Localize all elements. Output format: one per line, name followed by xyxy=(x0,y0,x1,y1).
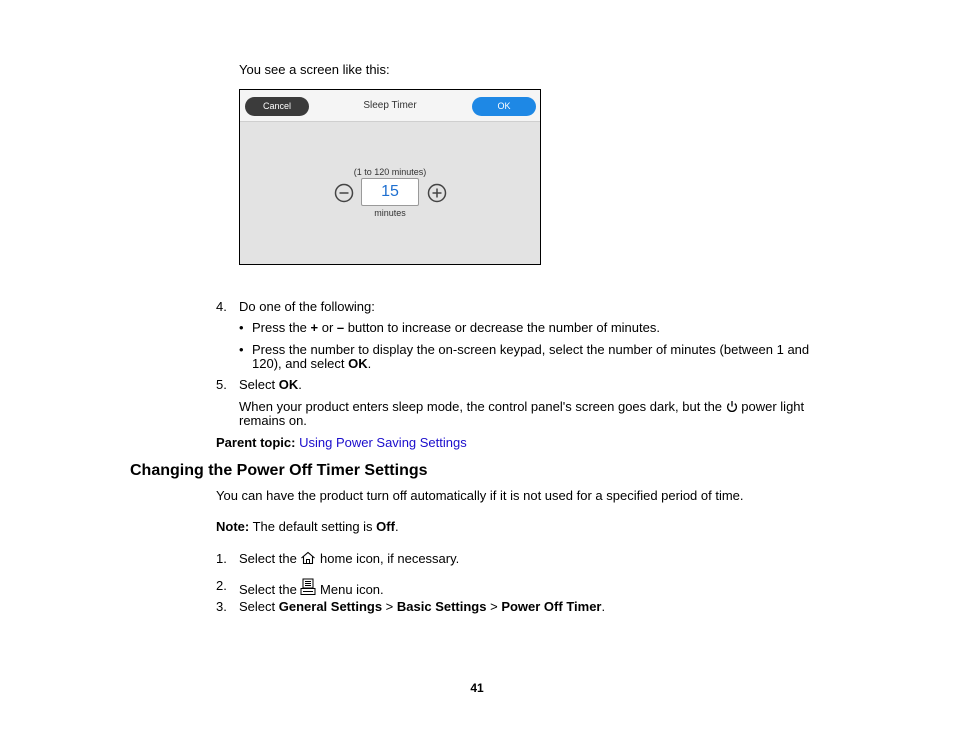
cancel-button[interactable]: Cancel xyxy=(245,97,309,116)
ok-keyword: OK xyxy=(348,356,368,371)
section-heading: Changing the Power Off Timer Settings xyxy=(130,462,428,479)
period: . xyxy=(601,599,606,614)
intro-text: You see a screen like this: xyxy=(239,62,390,77)
menu-icon xyxy=(300,578,316,596)
minutes-input[interactable]: 15 xyxy=(361,178,419,206)
note-text: The default setting is xyxy=(249,519,377,534)
period: . xyxy=(298,377,302,392)
step-1-text xyxy=(239,551,459,566)
panel-title: Sleep Timer xyxy=(363,100,417,111)
note xyxy=(216,519,399,534)
bullet-1-text: button to increase or decrease the number of minutes. xyxy=(344,320,660,335)
parent-topic xyxy=(216,435,467,450)
bullet-2-line-1: Press the number to display the on-screen keypad, select the number of minutes (between 1 and xyxy=(252,342,810,357)
page-number: 41 xyxy=(470,681,484,695)
step-2-suffix: Menu icon. xyxy=(316,582,384,597)
step-3-text xyxy=(239,599,605,614)
bullet-2-text: 120), and select xyxy=(252,356,349,371)
note-text: When your product enters sleep mode, the control panel's screen goes dark, but the xyxy=(239,399,726,414)
path-separator: > xyxy=(486,599,502,614)
power-icon xyxy=(726,400,738,413)
path-separator: > xyxy=(382,599,397,614)
step-3-prefix: Select xyxy=(239,599,279,614)
menu-path-general-settings: General Settings xyxy=(278,599,383,614)
panel-title-bar xyxy=(240,90,540,122)
note-text: power light xyxy=(737,399,805,414)
plus-key: + xyxy=(310,320,319,335)
minus-icon[interactable] xyxy=(334,183,354,203)
menu-path-basic-settings: Basic Settings xyxy=(396,599,487,614)
step-5-note-line-1 xyxy=(239,399,804,414)
bullet-2-line-2 xyxy=(252,356,371,371)
bullet-dot: • xyxy=(239,342,244,357)
menu-path-power-off-timer: Power Off Timer xyxy=(501,599,602,614)
parent-topic-link[interactable]: Using Power Saving Settings xyxy=(299,435,467,450)
section-intro: You can have the product turn off automatically if it is not used for a specified period of time. xyxy=(216,488,744,503)
bullet-1 xyxy=(252,320,660,335)
period: . xyxy=(394,519,399,534)
bullet-1-text: or xyxy=(318,320,337,335)
bullet-dot: • xyxy=(239,320,244,335)
range-label: (1 to 120 minutes) xyxy=(353,167,427,177)
home-icon xyxy=(300,551,316,565)
step-1-prefix: Select the xyxy=(239,551,301,566)
step-4-number: 4. xyxy=(216,299,227,314)
step-1-number: 1. xyxy=(216,551,227,566)
step-4-text: Do one of the following: xyxy=(239,299,375,314)
ok-button[interactable]: OK xyxy=(472,97,536,116)
parent-topic-label: Parent topic: xyxy=(216,435,296,450)
unit-label: minutes xyxy=(374,208,406,218)
step-5-number: 5. xyxy=(216,377,227,392)
ok-keyword: OK xyxy=(278,377,299,392)
step-5-text xyxy=(239,377,302,392)
step-5-note-line-2: remains on. xyxy=(239,413,307,428)
step-2-prefix: Select the xyxy=(239,582,301,597)
minus-key: – xyxy=(336,320,345,335)
step-2-number: 2. xyxy=(216,578,227,593)
note-label: Note: xyxy=(216,519,250,534)
plus-icon[interactable] xyxy=(427,183,447,203)
period: . xyxy=(367,356,372,371)
sleep-timer-screenshot xyxy=(239,89,541,265)
step-5-prefix: Select xyxy=(239,377,279,392)
bullet-1-text: Press the xyxy=(252,320,311,335)
note-value: Off xyxy=(376,519,395,534)
step-1-suffix: home icon, if necessary. xyxy=(316,551,460,566)
step-3-number: 3. xyxy=(216,599,227,614)
step-2-text xyxy=(239,578,384,597)
